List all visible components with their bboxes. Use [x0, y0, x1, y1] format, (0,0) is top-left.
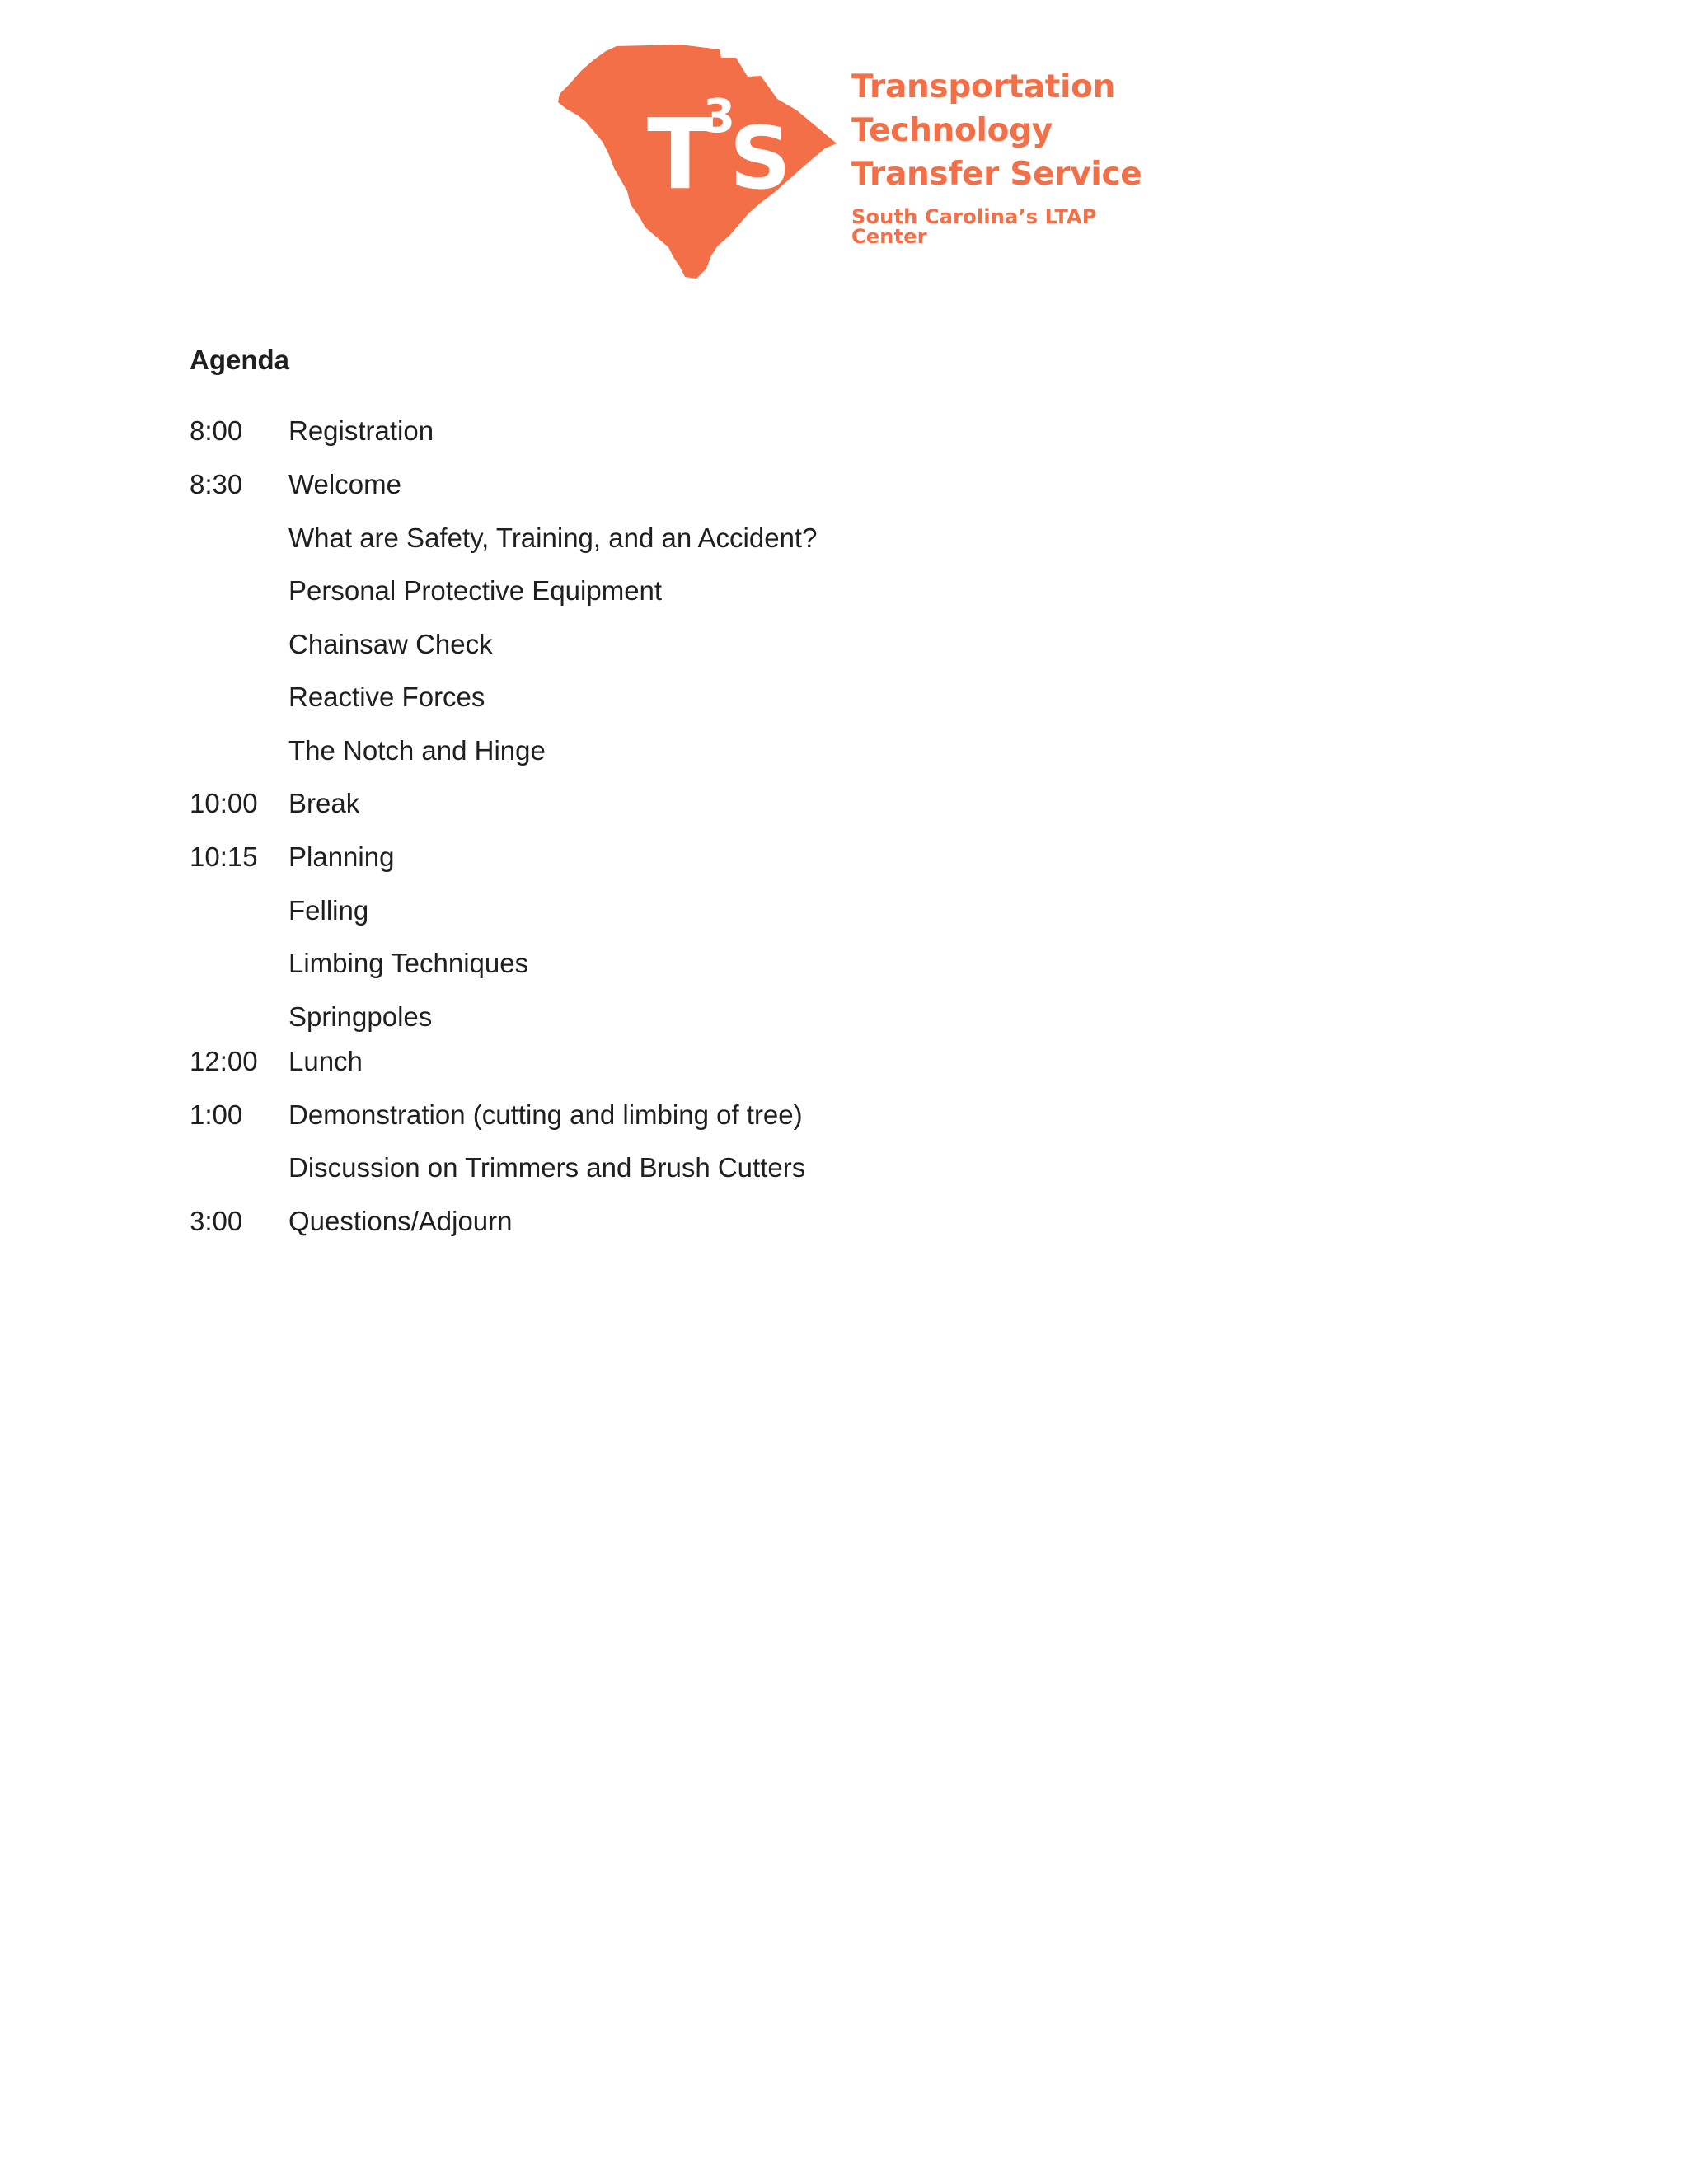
org-tagline: South Carolina’s LTAP Center: [851, 205, 1097, 248]
agenda-item: Springpoles: [288, 1001, 433, 1032]
agenda-item: Felling: [288, 895, 369, 926]
org-line-1: Transportation: [851, 68, 1116, 105]
agenda-item: Break: [288, 788, 360, 818]
agenda-item: What are Safety, Training, and an Accident?: [288, 523, 818, 553]
agenda-item: Lunch: [288, 1046, 363, 1076]
agenda-item: Planning: [288, 841, 395, 872]
agenda-time: 8:30: [190, 469, 243, 499]
organization-name: [851, 68, 1175, 248]
agenda-item: Questions/Adjourn: [288, 1206, 513, 1236]
agenda-item: Personal Protective Equipment: [288, 575, 663, 606]
agenda-time: 8:00: [190, 415, 243, 446]
agenda-item: Chainsaw Check: [288, 629, 493, 659]
logo-superscript: 3: [703, 90, 735, 143]
agenda-item: Registration: [288, 415, 434, 446]
agenda-item: Demonstration (cutting and limbing of tree): [288, 1099, 803, 1130]
header-logo: [556, 40, 1175, 287]
agenda-time: 10:00: [190, 788, 258, 818]
south-carolina-logo-mark: [556, 40, 853, 287]
agenda-heading: Agenda: [190, 344, 290, 375]
agenda-time: 12:00: [190, 1046, 258, 1076]
agenda-item: Reactive Forces: [288, 682, 485, 712]
logo-letter-t: T: [647, 97, 714, 211]
logo-letter-s: S: [729, 108, 791, 209]
agenda-item: Discussion on Trimmers and Brush Cutters: [288, 1152, 806, 1183]
agenda-time: 3:00: [190, 1206, 243, 1236]
agenda-time: 10:15: [190, 841, 258, 872]
agenda-time: 1:00: [190, 1099, 243, 1130]
org-line-3: Transfer Service: [851, 156, 1142, 193]
agenda-item: The Notch and Hinge: [288, 735, 546, 766]
org-line-2: Technology: [851, 112, 1053, 149]
agenda-item: Welcome: [288, 469, 401, 499]
agenda-item: Limbing Techniques: [288, 948, 529, 978]
